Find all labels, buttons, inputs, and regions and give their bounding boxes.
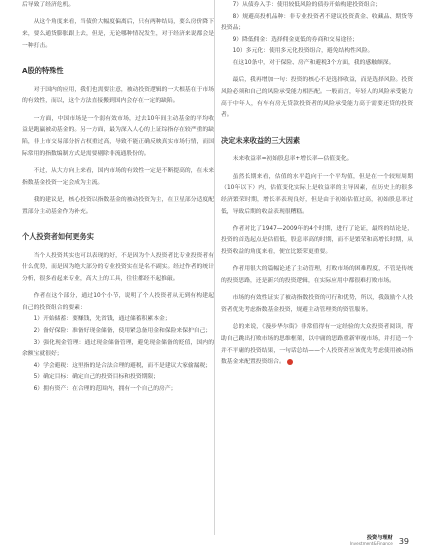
- section-heading-individual-investor: 个人投资者如何更务实: [22, 232, 94, 242]
- paragraph: 对于国内的应用，我们也需要注意，被动投资逻辑的一大根基在于市场的有效性，而以，这个方法直接搬到国内会存在一定的缺陷。: [22, 86, 214, 105]
- section-heading-three-factors: 决定未来收益的三大因素: [221, 135, 301, 145]
- list-item: 4）学会避税：这里指的是合法合理的避税，而不是建议大家偷漏税；: [33, 362, 212, 369]
- list-item: 9）降低佣金：选择佣金更低的券商和交易途径；: [232, 36, 359, 43]
- right-column: [221, 0, 413, 535]
- list-item: 5）确定目标：确定自己的投资目标和投资期限；: [33, 374, 160, 381]
- left-column: [22, 0, 214, 535]
- paragraph-text: 总的来说，《漫步华尔街》非常值得有一定经验的大众投资者阅读，帮助自己跳出打败市场的思维框架，以中庸的思路重新审视市场，并打造一个并不平庸的投资结果，一句话总结——个人投资者应该优先考虑使用被动指数基金来配置投资组合。: [221, 324, 413, 366]
- column-divider: [214, 0, 215, 535]
- paragraph: 一方面，中国市场是一个弱有效市场，过去10年间主动基金的平均收益是跑赢被动基金的。另一方面，最为深入人心的上证综指存在较严重的缺陷，非上市交易部分折占权重过高，导致不能正确反映真实市场行情，而国际常用的指数编制方式是需要剔除非流通股份的。: [22, 115, 214, 157]
- paragraph: 未来收益率=初始股息率+增长率—估值变化。: [232, 156, 353, 163]
- paragraph: 虽然长期来看，估值的水平趋向于一个平均值，但是在一个较短周期（10年以下）内，估值变化实际上是收益率的主导因素，在历史上的很多经济繁荣时期，增长率表现良好，但是由于初始估值过高，初始股息率过低，导致后期的收益表现很糟糕。: [221, 173, 413, 215]
- brand-name-en: Investment&Finance: [349, 541, 393, 546]
- list-item: 6）拥有资产：在合理的范围内，拥有一个自己的房产；: [33, 386, 177, 393]
- paragraph: 我的建议是，核心投资以指数基金的被动投资为主，在卫星部分适度配置部分主动基金作为补充。: [22, 196, 214, 215]
- paragraph: 后导致了经济危机。: [22, 2, 75, 8]
- end-mark-icon: [287, 359, 293, 365]
- paragraph: 作者对比了1947—2009年的4个时期，进行了论证，最终的结论是，投资的首选起点是估值低，股息率高的时期，而不是繁荣和高增长时期，从投资收益的角度来看，便宜比繁荣更重要。: [221, 225, 413, 256]
- paragraph: 当个人投资其实也可以表现的好，不是因为个人投资者比专业投资者有什么优势，而是因为绝大部分的专业投资实在是名不副实。经过作者的统计分析，很多看起来专业，高大上的工具，往往都经不起推敲。: [22, 252, 214, 282]
- page-number: 39: [398, 536, 409, 546]
- list-item: 8）规避高投机品种：非专业投资者不建议投资黄金、收藏品、期货等投资品；: [221, 13, 413, 32]
- list-item: 7）从债券入手：使用较低风险的债券开始构建投资组合；: [232, 2, 382, 8]
- magazine-brand: [350, 535, 393, 547]
- list-item: 3）强化现金管理：通过现金储备管理，避免现金储备的贬值，国内的余额宝就很好；: [22, 339, 214, 358]
- paragraph: 作者在这个部分，通过10个小节，说明了个人投资者从无到有构建起自己的投资组合的要素：: [22, 293, 214, 311]
- paragraph: 市场的有效性证实了被动指数投资的可行和优势，所以，我鼓励个人投资者优先考虑指数基金投资，规避主动管理类的资管服务。: [221, 295, 413, 314]
- paragraph-final: [221, 322, 413, 368]
- paragraph: 最后，我再增加一句：投资的核心不是选择收益，而是选择风险。投资风险必须和自己的风险承受能力相匹配。一般而言，年轻人的风险承受能力高于中年人，有车有房无贷款投资者的风险承受能力高于需要还贷的投资者。: [221, 77, 413, 119]
- list-item: 2）备好保险：准备好现金储备，使用紧急备用金和保险来保护自己；: [33, 328, 212, 335]
- section-heading-a-share: A股的特殊性: [22, 66, 64, 76]
- paragraph: 在这10条中，对于保险、房产和避税3个方面，我的感触颇深。: [232, 59, 395, 66]
- list-item: 1）开始储蓄：要赚钱，先省钱，通过储蓄积累本金；: [33, 316, 171, 323]
- paragraph: 不过，从大方向上来看，国内市场的有效性一定是不断提高的，在未来指数基金投资一定会成为主流。: [22, 167, 214, 186]
- page-footer: [350, 533, 409, 549]
- paragraph: 作者用很大的篇幅论述了主动管理，打败市场的困难程度，不管是传统的投资思路，还是新兴的投资逻辑，在实际应用中都很难打败市场。: [221, 266, 413, 285]
- paragraph: 从这个角度来看，当债价大幅度偏离后，只有两种结局，要么房价降下来，要么通货膨胀跟上去，但是，无论哪种情况发生，对于经济来说都会是一种打击。: [22, 19, 214, 49]
- list-item: 10）多元化：使用多元化投资组合，避免结构性风险。: [232, 48, 374, 55]
- brand-name: 投资与理财: [366, 535, 393, 541]
